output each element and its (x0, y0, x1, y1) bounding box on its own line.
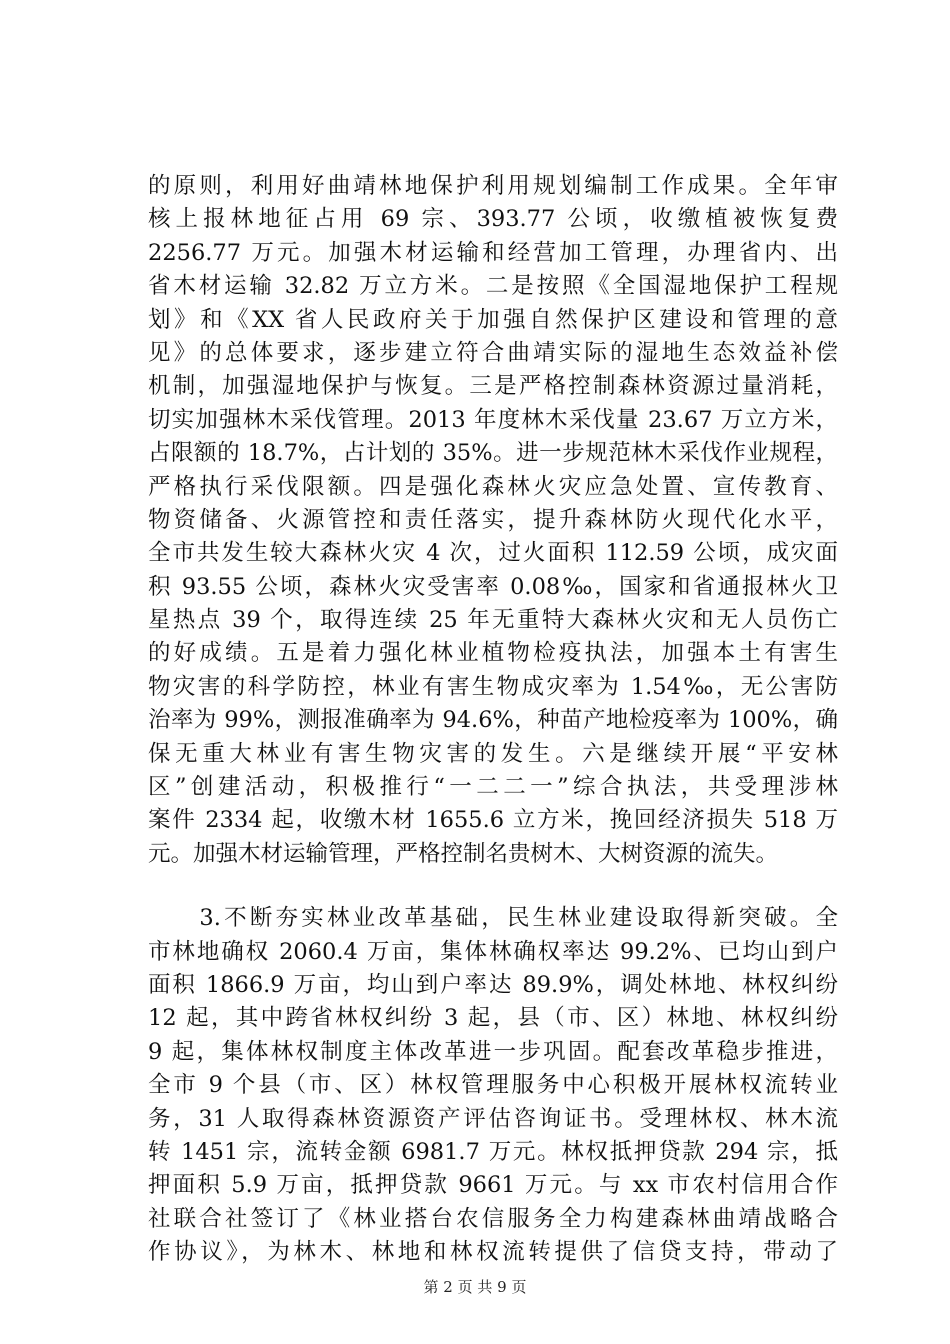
text-line: 切实加强林木采伐管理。2013 年度林木采伐量 23.67 万立方米， (148, 406, 838, 433)
text-line: 12 起，其中跨省林权纠纷 3 起，县（市、区）林地、林权纠纷 (148, 1005, 838, 1032)
text-line: 3.不断夯实林业改革基础，民生林业建设取得新突破。全 (148, 905, 838, 932)
text-line: 社联合社签订了《林业搭台农信服务全力构建森林曲靖战略合 (148, 1205, 838, 1232)
text-line: 治率为 99%，测报准确率为 94.6%，种苗产地检疫率为 100%，确 (148, 707, 838, 734)
text-line: 物资储备、火源管控和责任落实，提升森林防火现代化水平， (148, 506, 838, 533)
text-line: 面积 1866.9 万亩，均山到户率达 89.9%，调处林地、林权纠纷 (148, 971, 838, 998)
text-line: 物灾害的科学防控，林业有害生物成灾率为 1.54‰，无公害防 (148, 673, 838, 700)
page-number-footer: 第 2 页 共 9 页 (423, 1278, 527, 1296)
text-line: 9 起，集体林权制度主体改革进一步巩固。配套改革稳步推进， (148, 1038, 838, 1065)
text-line: 元。加强木材运输管理，严格控制名贵树木、大树资源的流失。 (148, 840, 779, 867)
text-line: 作协议》，为林木、林地和林权流转提供了信贷支持，带动了 (148, 1239, 838, 1266)
paragraph-spacer (148, 871, 838, 902)
text-line: 全市共发生较大森林火灾 4 次，过火面积 112.59 公顷，成灾面 (148, 540, 838, 567)
text-line: 转 1451 宗，流转金额 6981.7 万元。林权抵押贷款 294 宗，抵 (148, 1138, 838, 1165)
text-line: 划》和《XX 省人民政府关于加强自然保护区建设和管理的意 (148, 306, 838, 333)
text-line: 全市 9 个县（市、区）林权管理服务中心积极开展林权流转业 (148, 1072, 838, 1099)
text-line: 核上报林地征占用 69 宗、393.77 公顷，收缴植被恢复费 (148, 206, 838, 233)
text-line: 的好成绩。五是着力强化林业植物检疫执法，加强本土有害生 (148, 640, 838, 667)
text-line: 严格执行采伐限额。四是强化森林火灾应急处置、宣传教育、 (148, 473, 838, 500)
text-line: 占限额的 18.7%，占计划的 35%。进一步规范林木采伐作业规程， (148, 440, 838, 467)
text-line: 的原则，利用好曲靖林地保护利用规划编制工作成果。全年审 (148, 173, 838, 199)
paragraph-1 (148, 170, 838, 871)
text-line: 积 93.55 公顷，森林火灾受害率 0.08‰，国家和省通报林火卫 (148, 573, 838, 600)
text-line: 省木材运输 32.82 万立方米。二是按照《全国湿地保护工程规 (148, 273, 838, 300)
text-line: 案件 2334 起，收缴木材 1655.6 立方米，挽回经济损失 518 万 (148, 807, 838, 834)
document-body (148, 170, 838, 1270)
text-line: 机制，加强湿地保护与恢复。三是严格控制森林资源过量消耗， (148, 373, 838, 400)
text-line: 市林地确权 2060.4 万亩，集体林确权率达 99.2%、已均山到户 (148, 938, 838, 965)
text-line: 押面积 5.9 万亩，抵押贷款 9661 万元。与 xx 市农村信用合作 (148, 1172, 838, 1199)
text-line: 星热点 39 个，取得连续 25 年无重特大森林火灾和无人员伤亡 (148, 607, 838, 634)
text-line: 2256.77 万元。加强木材运输和经营加工管理，办理省内、出 (148, 239, 838, 266)
paragraph-2 (148, 902, 838, 1269)
text-line: 见》的总体要求，逐步建立符合曲靖实际的湿地生态效益补偿 (148, 339, 838, 366)
text-line: 区”创建活动，积极推行“一二二一”综合执法，共受理涉林 (148, 774, 838, 801)
text-line: 务，31 人取得森林资源资产评估咨询证书。受理林权、林木流 (148, 1105, 838, 1132)
text-line: 保无重大林业有害生物灾害的发生。六是继续开展“平安林 (148, 740, 838, 767)
